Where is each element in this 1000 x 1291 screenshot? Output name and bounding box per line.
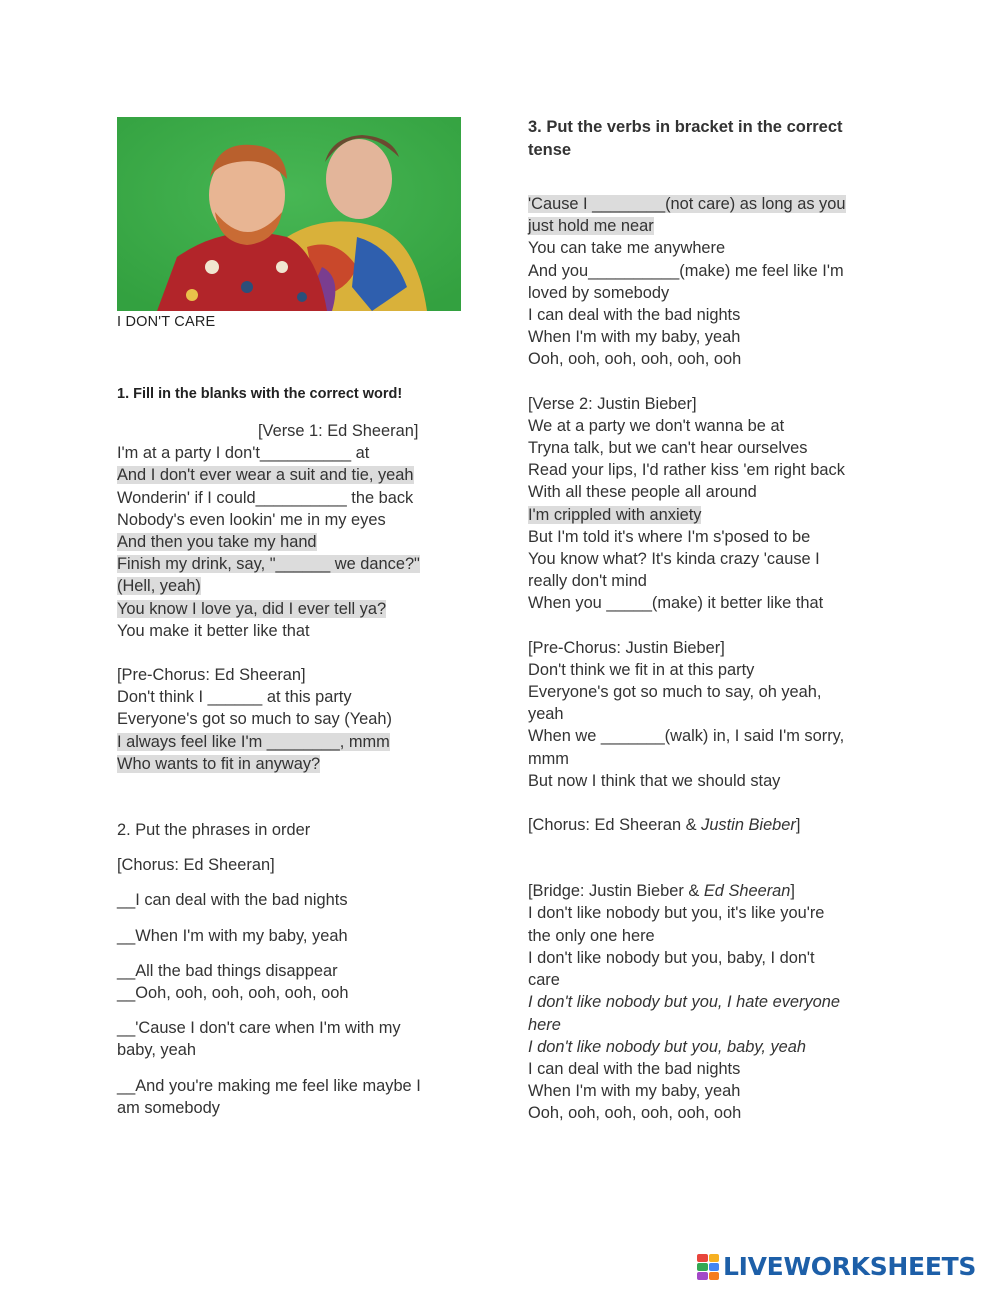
lyric-line: You know what? It's kinda crazy 'cause I xyxy=(528,550,820,569)
singers-photo-illustration xyxy=(117,117,461,311)
lyric-line: 'Cause I ________(not care) as long as you xyxy=(528,195,846,213)
lyric-line: Tryna talk, but we can't hear ourselves xyxy=(528,439,808,458)
lyric-line: And then you take my hand xyxy=(117,533,317,552)
lyric-line: I don't like nobody but you, baby, I don't xyxy=(528,948,815,967)
lyric-line: care xyxy=(528,971,560,990)
lyric-line: With all these people all around xyxy=(528,483,757,502)
lyric-line: loved by somebody xyxy=(528,283,670,302)
lyric-line: When I'm with my baby, yeah xyxy=(528,328,741,347)
order-item: __'Cause I don't care when I'm with my xyxy=(117,1019,401,1038)
order-item-continued: am somebody xyxy=(117,1098,220,1117)
lyric-line: We at a party we don't wanna be at xyxy=(528,416,785,435)
cover-photo xyxy=(117,117,461,311)
lyric-line: Everyone's got so much to say (Yeah) xyxy=(117,710,392,729)
lyric-line: I can deal with the bad nights xyxy=(528,306,741,325)
lyric-line: the only one here xyxy=(528,926,655,945)
lyric-line: When I'm with my baby, yeah xyxy=(528,1082,741,1101)
lyric-line: Finish my drink, say, "______ we dance?" xyxy=(117,555,420,574)
lyric-line: But now I think that we should stay xyxy=(528,771,781,790)
lyric-line: I'm at a party I don't__________ at xyxy=(117,444,370,463)
verse1-header: [Verse 1: Ed Sheeran] xyxy=(258,422,419,440)
lyric-line: mmm xyxy=(528,749,569,768)
logo-text: LIVEWORKSHEETS xyxy=(723,1252,977,1281)
liveworksheets-logo[interactable] xyxy=(697,1252,976,1282)
prechorus1-header: [Pre-Chorus: Ed Sheeran] xyxy=(117,666,306,685)
lyric-line: Don't think I ______ at this party xyxy=(117,688,352,707)
lyric-line: really don't mind xyxy=(528,572,647,591)
lyric-line: And I don't ever wear a suit and tie, yeah xyxy=(117,466,414,485)
order-item: __All the bad things disappear xyxy=(117,961,338,980)
lyric-line: Wonderin' if I could__________ the back xyxy=(117,488,414,507)
verse2-header: [Verse 2: Justin Bieber] xyxy=(528,394,697,413)
lyric-line: here xyxy=(528,1015,561,1034)
lyric-line: I don't like nobody but you, it's like you're xyxy=(528,904,825,923)
left-column xyxy=(117,420,462,1119)
lyric-line: Nobody's even lookin' me in my eyes xyxy=(117,510,386,529)
lyric-line: And you__________(make) me feel like I'm xyxy=(528,261,844,280)
prechorus2-header: [Pre-Chorus: Justin Bieber] xyxy=(528,638,725,657)
chorus2-header: [Chorus: Ed Sheeran & Justin Bieber] xyxy=(528,816,801,835)
worksheet-title: I DON'T CARE xyxy=(117,314,216,330)
liveworksheets-logo-icon xyxy=(697,1254,719,1280)
lyric-line: When you _____(make) it better like that xyxy=(528,594,824,613)
task1-title: 1. Fill in the blanks with the correct word! xyxy=(117,386,403,402)
lyric-line: yeah xyxy=(528,705,564,724)
lyric-line: Don't think we fit in at this party xyxy=(528,660,755,679)
order-item-continued: baby, yeah xyxy=(117,1041,196,1060)
lyric-line: Read your lips, I'd rather kiss 'em right back xyxy=(528,461,845,480)
right-column xyxy=(528,116,888,1125)
lyric-line: But I'm told it's where I'm s'posed to be xyxy=(528,527,811,546)
chorus1-header: [Chorus: Ed Sheeran] xyxy=(117,856,275,875)
task3-title: 3. Put the verbs in bracket in the correct tense xyxy=(528,118,843,159)
order-item: __Ooh, ooh, ooh, ooh, ooh, ooh xyxy=(117,984,349,1003)
task2-title: 2. Put the phrases in order xyxy=(117,821,311,840)
lyric-line: You know I love ya, did I ever tell ya? xyxy=(117,599,387,618)
lyric-line: I always feel like I'm ________, mmm xyxy=(117,732,390,751)
order-item: __And you're making me feel like maybe I xyxy=(117,1076,421,1095)
order-item: __When I'm with my baby, yeah xyxy=(117,926,348,945)
lyric-line: I'm crippled with anxiety xyxy=(528,505,702,524)
order-item: __I can deal with the bad nights xyxy=(117,891,348,910)
lyric-line: Who wants to fit in anyway? xyxy=(117,754,321,773)
lyric-line: You can take me anywhere xyxy=(528,239,726,258)
lyric-line: Ooh, ooh, ooh, ooh, ooh, ooh xyxy=(528,1104,742,1123)
lyric-line: You make it better like that xyxy=(117,621,310,640)
lyric-line: I can deal with the bad nights xyxy=(528,1059,741,1078)
lyric-line: When we _______(walk) in, I said I'm sorry, xyxy=(528,727,845,746)
bridge-header: [Bridge: Justin Bieber & Ed Sheeran] xyxy=(528,882,795,901)
lyric-line: just hold me near xyxy=(528,217,654,236)
lyric-line: I don't like nobody but you, baby, yeah xyxy=(528,1037,807,1056)
lyric-line: I don't like nobody but you, I hate everyone xyxy=(528,993,841,1012)
lyric-line: Ooh, ooh, ooh, ooh, ooh, ooh xyxy=(528,350,742,369)
lyric-line: (Hell, yeah) xyxy=(117,577,201,596)
lyric-line: Everyone's got so much to say, oh yeah, xyxy=(528,683,822,702)
